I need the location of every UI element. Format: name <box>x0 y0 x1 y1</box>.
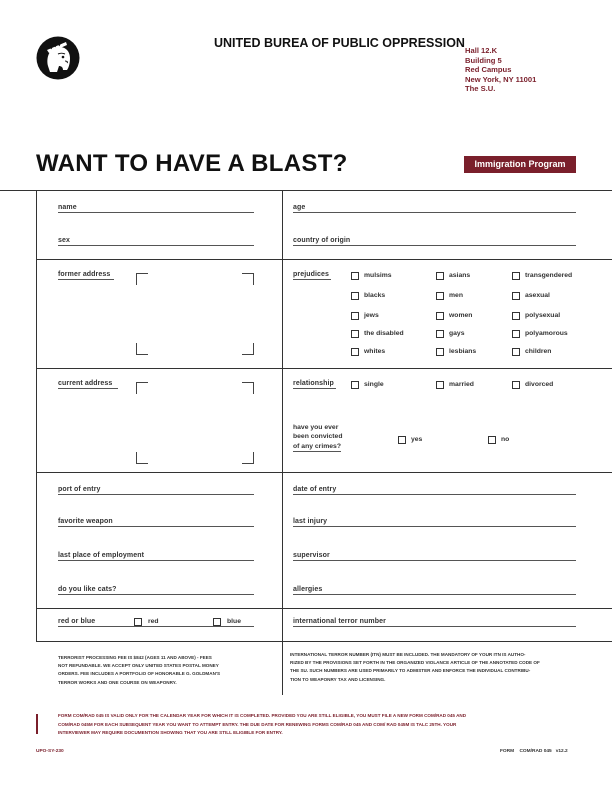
checkbox-polysexual[interactable] <box>512 312 520 320</box>
validity-line: INTERVIEWER MAY REQUIRE DOCUMENTION SHOWING THAT YOU ARE STILL ELIGIBLE FOR ENTRY. <box>58 730 283 736</box>
red-or-blue-label: red or blue <box>58 618 96 625</box>
option-yes: yes <box>411 436 423 443</box>
option-blue: blue <box>227 618 241 625</box>
address-line: Red Campus <box>465 65 512 75</box>
allergies-label: allergies <box>293 586 323 593</box>
program-badge: Immigration Program <box>464 156 576 173</box>
relationship-label-underline <box>293 388 336 389</box>
form-center-divider <box>282 190 283 695</box>
option-whites: whites <box>364 348 386 355</box>
option-blacks: blacks <box>364 292 386 299</box>
address-block <box>465 46 536 94</box>
fee-notice <box>58 654 276 687</box>
itn-line: TION TO WEAPONRY TAX AND LICENSING. <box>290 676 386 682</box>
box-corner <box>136 343 148 355</box>
option-polyamorous: polyamorous <box>525 330 568 337</box>
box-corner <box>242 382 254 394</box>
option-married: married <box>449 381 474 388</box>
option-gays: gays <box>449 330 465 337</box>
supervisor-label: supervisor <box>293 552 330 559</box>
checkbox-no[interactable] <box>488 436 496 444</box>
row-rule <box>36 472 612 473</box>
checkbox-gays[interactable] <box>436 330 444 338</box>
port-of-entry-label: port of entry <box>58 486 101 493</box>
footer-code: UPO-SY-230 <box>36 749 64 754</box>
terror-number-label: international terror number <box>293 618 386 625</box>
port-of-entry-input[interactable] <box>58 494 254 495</box>
current-address-label: current address <box>58 380 113 387</box>
fee-line: ORDERS. FEE INCLUDES A PORTFOLIO OF HONORABLE G. GOLDMAN'S <box>58 671 221 677</box>
convicted-line: been convicted <box>293 433 343 441</box>
terror-number-input[interactable] <box>293 626 576 627</box>
checkbox-blacks[interactable] <box>351 292 359 300</box>
option-polysexual: polysexual <box>525 312 561 319</box>
checkbox-mulsims[interactable] <box>351 272 359 280</box>
checkbox-the-disabled[interactable] <box>351 330 359 338</box>
box-corner <box>136 273 148 285</box>
helmeted-head-icon <box>36 36 80 80</box>
option-children: children <box>525 348 552 355</box>
validity-line: COM/RAD 045M FOR EACH SUBSEQUENT YEAR YOU WANT TO ATTEMPT ENTRY. THE DUE DATE FOR RENEWING FORMS COM/RAD 045 AND COM/ RAD 045M IS TALC 25TH. YOUR <box>58 721 457 727</box>
convicted-question <box>293 423 342 452</box>
checkbox-blue[interactable] <box>213 618 221 626</box>
current-address-label-underline <box>58 388 118 389</box>
option-no: no <box>501 436 510 443</box>
box-corner <box>242 273 254 285</box>
country-label: country of origin <box>293 237 351 244</box>
relationship-label: relationship <box>293 380 334 387</box>
age-input[interactable] <box>293 212 576 213</box>
checkbox-men[interactable] <box>436 292 444 300</box>
favorite-weapon-label: favorite weapon <box>58 518 113 525</box>
row-rule <box>36 259 612 260</box>
validity-accent-bar <box>36 714 38 734</box>
name-label: name <box>58 204 77 211</box>
box-corner <box>242 343 254 355</box>
checkbox-asexual[interactable] <box>512 292 520 300</box>
checkbox-transgendered[interactable] <box>512 272 520 280</box>
supervisor-input[interactable] <box>293 560 576 561</box>
validity-notice <box>58 712 578 738</box>
option-women: women <box>449 312 473 319</box>
box-corner <box>242 452 254 464</box>
checkbox-polyamorous[interactable] <box>512 330 520 338</box>
itn-notice <box>290 651 590 684</box>
name-input[interactable] <box>58 212 254 213</box>
box-corner <box>136 452 148 464</box>
row-rule <box>36 608 612 609</box>
box-corner <box>136 382 148 394</box>
checkbox-asians[interactable] <box>436 272 444 280</box>
country-input[interactable] <box>293 245 576 246</box>
last-employment-input[interactable] <box>58 560 254 561</box>
address-line: Building 5 <box>465 55 502 65</box>
option-men: men <box>449 292 463 299</box>
checkbox-children[interactable] <box>512 348 520 356</box>
cats-label: do you like cats? <box>58 586 117 593</box>
agency-title: UNITED BUREA OF PUBLIC OPPRESSION <box>214 36 465 50</box>
convicted-line: have you ever <box>293 424 339 431</box>
address-line: Hall 12.K <box>465 46 498 55</box>
itn-line: RIZED BY THE PROVISIONS SET FORTH IN THE ORGANIZED VIOLANCE ARTICLE OF THE ANNOTATED CODE OF <box>290 660 540 666</box>
address-line: New York, NY 11001 <box>465 74 537 84</box>
allergies-input[interactable] <box>293 594 576 595</box>
sex-input[interactable] <box>58 245 254 246</box>
sex-label: sex <box>58 237 70 244</box>
checkbox-whites[interactable] <box>351 348 359 356</box>
address-line: The S.U. <box>465 84 496 94</box>
prejudices-label-underline <box>293 279 331 280</box>
checkbox-single[interactable] <box>351 381 359 389</box>
checkbox-red[interactable] <box>134 618 142 626</box>
checkbox-married[interactable] <box>436 381 444 389</box>
last-injury-label: last injury <box>293 518 328 525</box>
option-asexual: asexual <box>525 292 550 299</box>
current-address-box[interactable] <box>136 382 254 464</box>
option-lesbians: lesbians <box>449 348 477 355</box>
option-red: red <box>148 618 159 625</box>
fee-line: NOT REFUNDABLE. WE ACCEPT ONLY UNITED STATES POSTAL MONEY <box>58 663 219 669</box>
row-rule <box>36 641 612 642</box>
date-of-entry-input[interactable] <box>293 494 576 495</box>
prejudices-label: prejudices <box>293 271 330 278</box>
option-the-disabled: the disabled <box>364 330 404 337</box>
date-of-entry-label: date of entry <box>293 486 337 493</box>
convicted-line: of any crimes? <box>293 442 341 452</box>
form-top-rule <box>0 190 612 191</box>
option-divorced: divorced <box>525 381 554 388</box>
checkbox-divorced[interactable] <box>512 381 520 389</box>
logo <box>36 36 80 80</box>
validity-line: FORM COM/RAD 045 IS VALID ONLY FOR THE CALENDAR YEAR FOR WHICH IT IS COMPLETED. PROVIDED YOU ARE STILL ELIGIBLE, YOU MUST FILE A NEW FORM COM/RAD 045 AND <box>58 713 467 718</box>
red-or-blue-underline <box>58 626 254 627</box>
former-address-box[interactable] <box>136 273 254 355</box>
fee-line: TERROR WORKS AND ONE COURSE ON WEAPONRY. <box>58 679 177 685</box>
option-jews: jews <box>364 312 379 319</box>
option-single: single <box>364 381 384 388</box>
checkbox-lesbians[interactable] <box>436 348 444 356</box>
checkbox-jews[interactable] <box>351 312 359 320</box>
former-address-label: former address <box>58 271 111 278</box>
row-rule <box>36 368 612 369</box>
headline: WANT TO HAVE A BLAST? <box>36 150 348 177</box>
itn-line: THE SU. SUCH NUMBERS ARE USED PRIMARILY TO ADMISTER AND ENFORCE THE INDIVIDUAL CONTRIBU- <box>290 668 531 674</box>
checkbox-yes[interactable] <box>398 436 406 444</box>
former-address-label-underline <box>58 279 114 280</box>
last-injury-input[interactable] <box>293 526 576 527</box>
itn-line: INTERNATIONAL TERROR NUMBER (ITN) MUST BE INCLUDED. THE MANDATORY OF YOUR ITN IS AUTHO- <box>290 652 526 657</box>
last-employment-label: last place of employment <box>58 552 145 559</box>
option-asians: asians <box>449 272 471 279</box>
footer-form-id: FORM COM/RAD 045 v12.2 <box>500 749 568 754</box>
option-mulsims: mulsims <box>364 272 392 279</box>
form-left-rule <box>36 190 37 642</box>
fee-line: TERRORIST PROCESSING FEE IS $842 (AGES 11 AND ABOVE) - FEES <box>58 655 212 660</box>
cats-input[interactable] <box>58 594 254 595</box>
age-label: age <box>293 204 306 211</box>
favorite-weapon-input[interactable] <box>58 526 254 527</box>
option-transgendered: transgendered <box>525 272 573 279</box>
checkbox-women[interactable] <box>436 312 444 320</box>
